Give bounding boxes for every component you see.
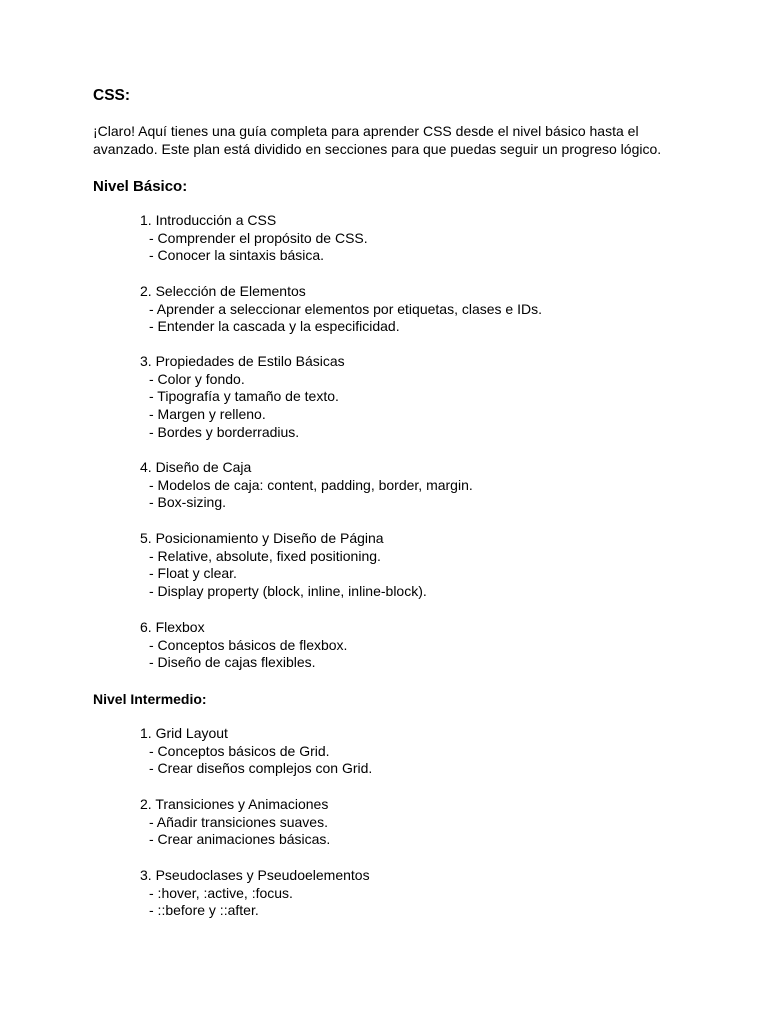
list-item-point: - Bordes y borderradius. <box>149 423 300 440</box>
document-title: CSS: <box>93 87 131 104</box>
list-item <box>140 796 330 849</box>
list-item-point: - Añadir transiciones suaves. <box>149 813 328 830</box>
list-item-point: - Diseño de cajas flexibles. <box>149 654 316 671</box>
list-item <box>140 530 427 601</box>
list-item-title: 3. Propiedades de Estilo Básicas <box>140 353 345 369</box>
list-item <box>140 725 372 778</box>
section-heading-intermediate: Nivel Intermedio: <box>93 691 207 707</box>
list-item-title: 4. Diseño de Caja <box>140 459 252 475</box>
list-item-point: - Relative, absolute, fixed positioning. <box>149 547 381 564</box>
intro-line: ¡Claro! Aquí tienes una guía completa para aprender CSS desde el nivel básico hasta el <box>93 123 639 139</box>
section-heading-basic: Nivel Básico: <box>93 178 188 195</box>
list-item <box>140 459 473 512</box>
list-item-point: - Conocer la sintaxis básica. <box>149 247 325 264</box>
list-item-title: 5. Posicionamiento y Diseño de Página <box>140 530 384 546</box>
list-item-title: 3. Pseudoclases y Pseudoelementos <box>140 867 370 883</box>
list-item-point: - Float y clear. <box>149 565 237 582</box>
list-item <box>140 353 345 442</box>
list-item-point: - Aprender a seleccionar elementos por etiquetas, clases e IDs. <box>149 300 542 317</box>
list-item-point: - Tipografía y tamaño de texto. <box>149 388 339 405</box>
list-item-point: - Crear animaciones básicas. <box>149 831 331 848</box>
list-item <box>140 867 370 920</box>
list-item-point: - Modelos de caja: content, padding, border, margin. <box>149 476 473 493</box>
list-item-point: - Conceptos básicos de flexbox. <box>149 636 348 653</box>
list-item-title: 6. Flexbox <box>140 619 205 635</box>
list-item <box>140 619 347 672</box>
list-item-point: - Entender la cascada y la especificidad. <box>149 318 400 335</box>
intro-paragraph <box>93 123 693 159</box>
list-item-point: - Box-sizing. <box>149 494 227 511</box>
list-item-point: - Color y fondo. <box>149 370 245 387</box>
list-item-title: 2. Transiciones y Animaciones <box>140 796 329 812</box>
list-item-title: 2. Selección de Elementos <box>140 283 306 299</box>
list-item-point: - Display property (block, inline, inline-block). <box>149 583 427 600</box>
intro-line: avanzado. Este plan está dividido en secciones para que puedas seguir un progreso lógico. <box>93 140 662 157</box>
list-item-point: - Crear diseños complejos con Grid. <box>149 760 373 777</box>
list-item <box>140 283 542 336</box>
list-item-point: - Conceptos básicos de Grid. <box>149 742 330 759</box>
list-item-title: 1. Introducción a CSS <box>140 212 277 228</box>
list-item-point: - ::before y ::after. <box>149 902 259 919</box>
list-item-point: - Comprender el propósito de CSS. <box>149 229 368 246</box>
list-item-title: 1. Grid Layout <box>140 725 228 741</box>
list-item <box>140 212 368 265</box>
list-item-point: - :hover, :active, :focus. <box>149 884 293 901</box>
list-item-point: - Margen y relleno. <box>149 406 266 423</box>
